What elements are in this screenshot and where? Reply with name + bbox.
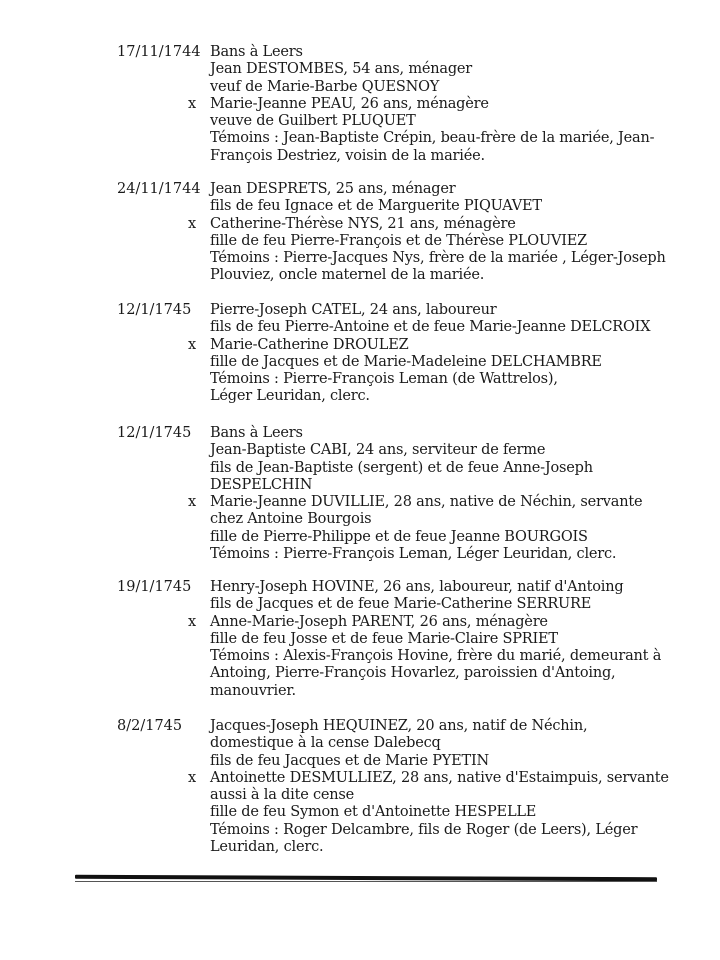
entry-date: 8/2/1745 <box>117 718 183 734</box>
entry-line <box>210 61 654 78</box>
line-text: Leuridan, clerc. <box>210 839 324 856</box>
line-text: DESPELCHIN <box>210 476 313 493</box>
line-text: Catherine-Thérèse NYS, 21 ans, ménagère <box>210 215 516 232</box>
bottom-rule-shadow <box>75 881 657 882</box>
entry-line <box>188 613 661 631</box>
line-text: veuve de Guilbert PLUQUET <box>210 113 416 130</box>
entry-line <box>188 769 669 787</box>
line-text: fille de feu Pierre-François et de Thérèse PLOUVIEZ <box>210 232 588 249</box>
line-text: Léger Leuridan, clerc. <box>210 388 370 405</box>
entry-date: 24/11/1744 <box>117 181 201 197</box>
marriage-mark: x <box>188 494 196 511</box>
line-text: fille de feu Josse et de feue Marie-Claire SPRIET <box>210 630 558 647</box>
entry-line <box>188 215 666 233</box>
marriage-mark: x <box>188 769 196 786</box>
entry-line <box>210 839 669 856</box>
line-text: Témoins : Alexis-François Hovine, frère du marié, demeurant à <box>210 648 662 665</box>
entry-line <box>210 787 669 804</box>
line-text: Témoins : Jean-Baptiste Crépin, beau-frère de la mariée, Jean- <box>210 130 655 147</box>
line-text: François Destriez, voisin de la mariée. <box>210 147 485 164</box>
line-text: Marie-Jeanne DUVILLIE, 28 ans, native de Néchin, servante <box>210 494 643 511</box>
line-text: veuf de Marie-Barbe QUESNOY <box>210 78 440 95</box>
entry-line <box>210 233 666 250</box>
entry-text <box>188 302 651 406</box>
entry-line <box>210 596 661 613</box>
entry-line <box>210 79 654 96</box>
entry-line <box>210 319 650 336</box>
line-text: Bans à Leers <box>210 425 303 441</box>
entry-line <box>210 718 669 735</box>
entry-line <box>210 804 669 821</box>
line-text: Marie-Jeanne PEAU, 26 ans, ménagère <box>210 95 489 112</box>
entry-line <box>210 511 642 528</box>
entry-text <box>188 181 666 285</box>
entry-text <box>188 718 669 856</box>
entry-line <box>210 631 661 648</box>
entry-date: 12/1/1745 <box>117 302 192 318</box>
entry-line <box>188 494 643 511</box>
line-text: Plouviez, oncle maternel de la mariée. <box>210 267 485 284</box>
marriage-mark: x <box>188 613 196 630</box>
entry-line <box>210 388 650 405</box>
entry-line <box>210 198 666 215</box>
entry-line <box>210 665 661 682</box>
entry-line <box>210 477 642 494</box>
entry-line <box>210 181 666 198</box>
line-text: fils de Jean-Baptiste (sergent) et de feue Anne-Joseph <box>210 459 593 476</box>
entry-text <box>188 44 655 165</box>
line-text: Témoins : Pierre-François Leman (de Wattrelos), <box>210 371 558 388</box>
line-text: fils de feu Jacques et de Marie PYETIN <box>210 752 490 769</box>
line-text: chez Antoine Bourgois <box>210 511 372 528</box>
line-text: fils de Jacques et de feue Marie-Catherine SERRURE <box>210 596 592 613</box>
line-text: Témoins : Pierre-François Leman, Léger Leuridan, clerc. <box>210 546 617 563</box>
entry-line <box>210 425 642 442</box>
line-text: fille de feu Symon et d'Antoinette HESPELLE <box>210 804 537 821</box>
entry-line <box>210 460 642 477</box>
entry-line <box>210 371 650 388</box>
entry-line <box>210 529 642 546</box>
entry-line <box>210 267 666 284</box>
entry-line <box>210 753 669 770</box>
entry-text <box>188 579 662 700</box>
line-text: Antoing, Pierre-François Hovarlez, paroissien d'Antoing, <box>210 665 616 682</box>
line-text: fils de feu Pierre-Antoine et de feue Marie-Jeanne DELCROIX <box>210 319 651 336</box>
entry-line <box>210 648 661 665</box>
entry-date: 12/1/1745 <box>117 425 192 441</box>
entry-line <box>210 113 654 130</box>
marriage-mark: x <box>188 215 196 232</box>
line-text: Jean DESPRETS, 25 ans, ménager <box>210 181 456 197</box>
entry-line <box>210 250 666 267</box>
entry-line <box>210 148 654 165</box>
marriage-mark: x <box>188 336 196 353</box>
marriage-mark: x <box>188 95 196 112</box>
entry-line <box>210 130 654 147</box>
entry-text <box>188 425 643 563</box>
entry-line <box>210 822 669 839</box>
line-text: Jacques-Joseph HEQUINEZ, 20 ans, natif de Néchin, <box>210 718 588 734</box>
line-text: fils de feu Ignace et de Marguerite PIQUAVET <box>210 198 542 215</box>
entry-line <box>188 336 650 354</box>
line-text: Pierre-Joseph CATEL, 24 ans, laboureur <box>210 302 497 318</box>
entry-line <box>210 442 642 459</box>
line-text: fille de Jacques et de Marie-Madeleine DELCHAMBRE <box>210 353 602 370</box>
entry-line <box>210 546 642 563</box>
line-text: manouvrier. <box>210 682 296 699</box>
line-text: Témoins : Roger Delcambre, fils de Roger (de Leers), Léger <box>210 821 638 838</box>
line-text: aussi à la dite cense <box>210 787 355 804</box>
entry-line <box>210 683 661 700</box>
entry-line <box>210 579 661 596</box>
entry-date: 17/11/1744 <box>117 44 201 60</box>
line-text: Antoinette DESMULLIEZ, 28 ans, native d'Estaimpuis, servante <box>210 769 669 786</box>
line-text: Jean DESTOMBES, 54 ans, ménager <box>210 61 473 78</box>
line-text: Anne-Marie-Joseph PARENT, 26 ans, ménagère <box>210 613 548 630</box>
line-text: Marie-Catherine DROULEZ <box>210 336 409 353</box>
line-text: Jean-Baptiste CABI, 24 ans, serviteur de ferme <box>210 442 546 459</box>
entry-line <box>210 735 669 752</box>
line-text: domestique à la cense Dalebecq <box>210 735 441 752</box>
entry-line <box>188 95 654 113</box>
entry-date: 19/1/1745 <box>117 579 192 595</box>
entry-line <box>210 354 650 371</box>
line-text: fille de Pierre-Philippe et de feue Jeanne BOURGOIS <box>210 528 588 545</box>
entry-line <box>210 44 654 61</box>
entry-line <box>210 302 650 319</box>
line-text: Témoins : Pierre-Jacques Nys, frère de la mariée , Léger-Joseph <box>210 250 666 267</box>
line-text: Bans à Leers <box>210 44 303 60</box>
line-text: Henry-Joseph HOVINE, 26 ans, laboureur, natif d'Antoing <box>210 579 624 595</box>
